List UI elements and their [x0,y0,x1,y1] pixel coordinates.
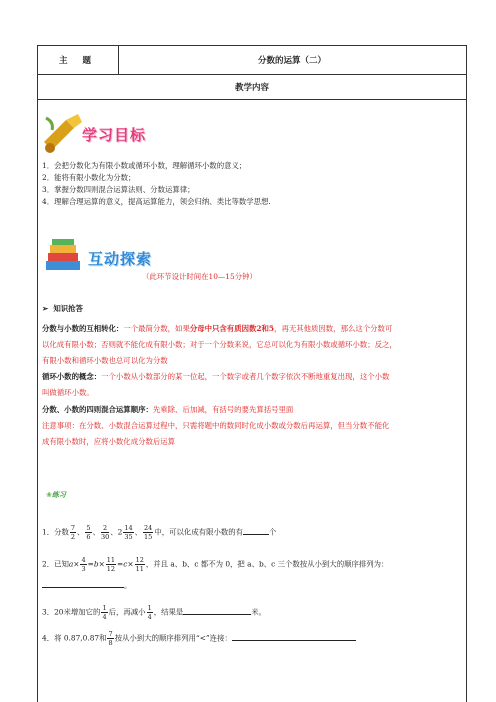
goal-item-1: 1．会把分数化为有限小数或循环小数，理解循环小数的意义； [42,161,247,170]
subject-label: 主 题 [38,46,119,74]
header-row [38,46,466,75]
trumpet-icon [40,112,84,156]
knowledge-heading: ➢ 知识抢答 [42,304,83,313]
knowledge-p4-line2: 成有限小数时，应将小数化成分数后运算 [42,437,176,446]
question-3: 3．20米增加它的 $\frac{1}{4}$ 后，再减小 $\frac{1}{4}$ ，结果是 米。 [42,604,267,621]
question-2-line2: 。 [42,580,131,591]
answer-blank-1[interactable] [243,527,269,535]
knowledge-p2: 循环小数的概念：一个小数从小数部分的某一位起，一个数字或者几个数字依次不断地重复出现，这个小数 [42,372,390,381]
goals-title: 学习目标 [82,126,147,144]
goal-item-4: 4．理解合理运算的意义，提高运算能力，领会归纳、类比等数学思想. [42,197,271,206]
knowledge-p3: 分数、小数的四则混合运算顺序：先乘除、后加减，有括号的要先算括号里面 [42,405,294,414]
goal-item-3: 3．掌握分数四则混合运算法则、分数运算律； [42,185,195,194]
books-icon [40,237,86,275]
knowledge-p1-line3: 有限小数和循环小数也总可以化为分数 [42,356,168,365]
answer-blank-3[interactable] [183,607,251,615]
knowledge-p1-line2: 以化成有限小数；否则就不能化成有限小数；对于一个分数来说，它总可以化为有限小数或循环小数；反之， [42,340,397,349]
question-1: 1．分数 $\frac{7}{2}$ 、 $\frac{5}{6}$ 、 $\frac{2}{30}$ 、2 $\frac{14}{35}$ 、 $\frac{24}{15}$ 中，可以化成有限小数的有 个 [42,524,277,541]
explore-title: 互动探索 [88,250,153,268]
answer-blank-4[interactable] [232,633,356,641]
knowledge-p4-line1: 注意事项：在分数、小数混合运算过程中，只需将题中的数同时化成小数或分数后再运算，但当分数不能化 [42,421,390,430]
subject-value: 分数的运算（二） [257,56,326,66]
answer-blank-2[interactable] [42,580,124,588]
knowledge-p2-line2: 叫做循环小数。 [42,388,94,397]
content-label: 教学内容 [38,74,466,100]
question-4: 4．将 0.87,0.87和 $\frac{7}{8}$ 按从小到大的顺序排列用“<”连接： [42,630,356,647]
knowledge-p1: 分数与小数的互相转化：一个最简分数，如果分母中只含有质因数2和5，再无其他质因数，那么这个分数可 [42,324,393,333]
arrow-icon: ➢ [42,304,49,313]
goal-item-2: 2．能将有限小数化为分数； [42,173,136,182]
practice-badge: ❀练习 [46,491,66,499]
time-note: （此环节设计时间在10—15分钟） [142,272,257,281]
question-2: 2．已知a× $\frac{4}{3}$ =b× $\frac{11}{12}$ =c× $\frac{12}{11}$ ，并且 a、b、c 都不为 0，把 a、b、c 三个数按从小到大的顺序排列为： [42,556,389,573]
leaf-icon: ❀ [46,491,52,499]
